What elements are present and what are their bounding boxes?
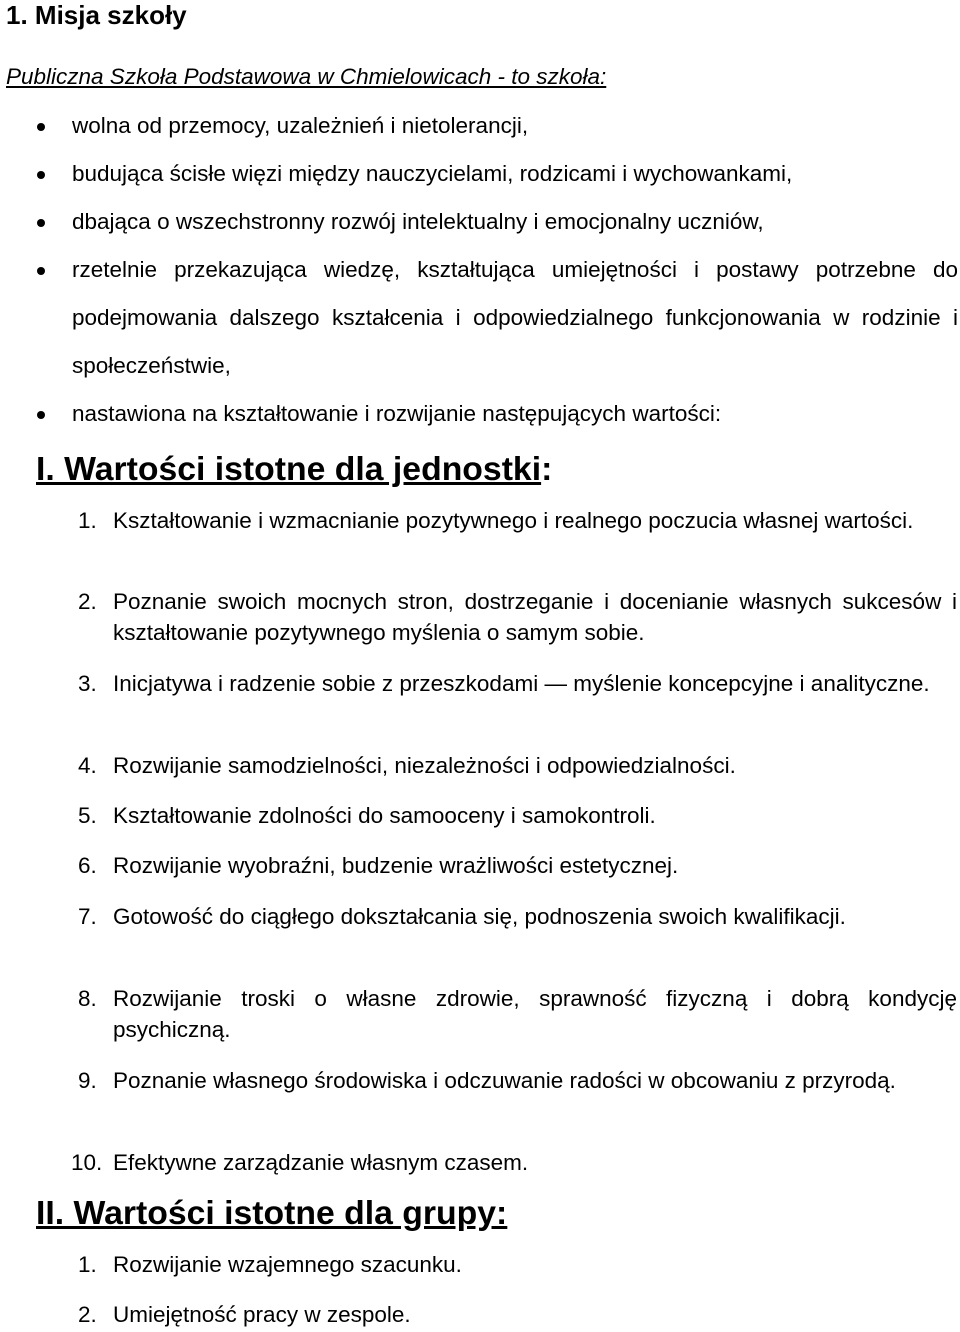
item-text: Rozwijanie samodzielności, niezależności i odpowiedzialności. <box>113 753 736 778</box>
list-item <box>78 668 957 699</box>
item-text: Poznanie własnego środowiska i odczuwanie radości w obcowaniu z przyrodą. <box>113 1068 896 1093</box>
mission-bullet-text: rzetelnie przekazująca wiedzę, kształtująca umiejętności i postawy potrzebne do podejmowania dalszego kształcenia i odpowiedzialnego funkcjonowania w rodzinie i społeczeństwie, <box>72 257 958 378</box>
item-number: 6. <box>78 853 97 878</box>
mission-bullet-text: dbająca o wszechstronny rozwój intelektualny i emocjonalny uczniów, <box>72 209 764 234</box>
item-number: 10. <box>71 1150 103 1175</box>
list-item <box>78 505 957 536</box>
item-number: 5. <box>78 803 97 828</box>
item-text: Rozwijanie wyobraźni, budzenie wrażliwości estetycznej. <box>113 853 679 878</box>
section-title-individual <box>36 450 553 488</box>
section-title-group <box>36 1194 508 1232</box>
mission-bullet <box>72 198 958 246</box>
item-text: Kształtowanie i wzmacnianie pozytywnego i realnego poczucia własnej wartości. <box>113 508 914 533</box>
page-title: 1. Misja szkoły <box>6 0 187 30</box>
item-number: 9. <box>78 1068 97 1093</box>
mission-bullet <box>72 150 958 198</box>
item-number: 1. <box>78 1252 97 1277</box>
list-item <box>78 901 957 932</box>
mission-bullet-text: wolna od przemocy, uzależnień i nietolerancji, <box>72 113 529 138</box>
item-number: 8. <box>78 986 97 1011</box>
item-text: Kształtowanie zdolności do samooceny i samokontroli. <box>113 803 656 828</box>
list-item <box>78 850 957 881</box>
intro-line: Publiczna Szkoła Podstawowa w Chmielowicach - to szkoła: <box>6 64 607 89</box>
item-text: Rozwijanie troski o własne zdrowie, sprawność fizyczną i dobrą kondycję psychiczną. <box>113 986 957 1042</box>
mission-bullet <box>72 102 958 150</box>
list-item <box>78 1249 957 1280</box>
list-item <box>78 586 957 648</box>
bullet-dot-icon <box>37 171 45 179</box>
bullet-dot-icon <box>37 219 45 227</box>
item-number: 1. <box>78 508 97 533</box>
item-number: 7. <box>78 904 97 929</box>
item-number: 3. <box>78 671 97 696</box>
item-text: Rozwijanie wzajemnego szacunku. <box>113 1252 462 1277</box>
item-number: 2. <box>78 1302 97 1327</box>
list-item <box>71 1147 957 1178</box>
section-title-text: I. Wartości istotne dla jednostki <box>36 450 542 488</box>
item-text: Gotowość do ciągłego dokształcania się, podnoszenia swoich kwalifikacji. <box>113 904 846 929</box>
bullet-dot-icon <box>37 411 45 419</box>
section-title-text: II. Wartości istotne dla grupy: <box>36 1194 508 1232</box>
item-text: Poznanie swoich mocnych stron, dostrzeganie i docenianie własnych sukcesów i kształtowanie pozytywnego myślenia o samym sobie. <box>113 589 957 645</box>
section-title-suffix: : <box>541 450 553 488</box>
item-number: 2. <box>78 589 97 614</box>
item-number: 4. <box>78 753 97 778</box>
item-text: Inicjatywa i radzenie sobie z przeszkodami — myślenie koncepcyjne i analityczne. <box>113 671 930 696</box>
bullet-dot-icon <box>37 123 45 131</box>
item-text: Efektywne zarządzanie własnym czasem. <box>113 1150 529 1175</box>
bullet-dot-icon <box>37 267 45 275</box>
list-item <box>78 800 957 831</box>
list-item <box>78 1299 957 1330</box>
mission-bullet-text: nastawiona na kształtowanie i rozwijanie następujących wartości: <box>72 401 722 426</box>
mission-bullet-text: budująca ścisłe więzi między nauczycielami, rodzicami i wychowankami, <box>72 161 793 186</box>
list-item <box>78 1065 957 1096</box>
mission-bullet <box>72 246 958 390</box>
list-item <box>78 983 957 1045</box>
mission-bullet <box>72 390 958 438</box>
list-item <box>78 750 957 781</box>
item-text: Umiejętność pracy w zespole. <box>113 1302 411 1327</box>
